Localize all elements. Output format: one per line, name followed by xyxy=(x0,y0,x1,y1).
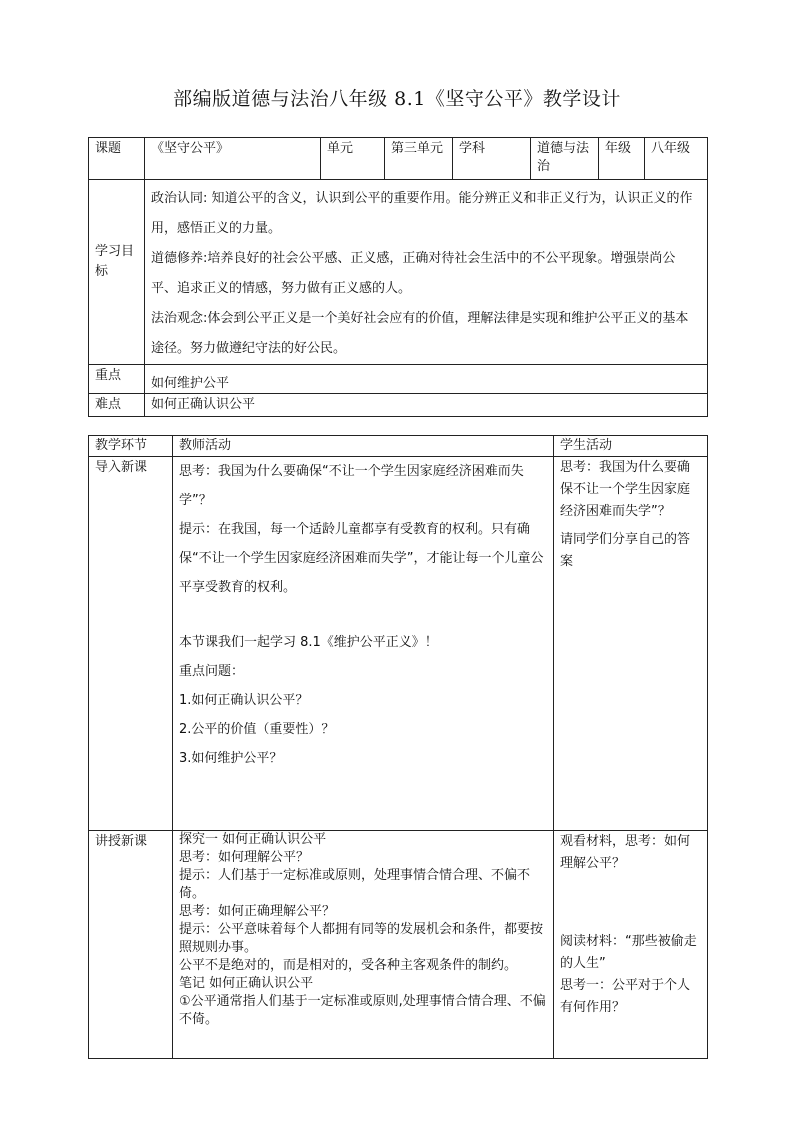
difficult-point-label: 难点 xyxy=(89,394,145,417)
student-intro-question: 思考：我国为什么要确保不让一个学生因家庭经济困难而失学”？ xyxy=(560,460,691,519)
goal-political: 政治认同: 知道公平的含义，认识到公平的重要作用。能分辨正义和非正义行为，认识正义的作用，感悟正义的力量。 xyxy=(151,191,693,236)
student-teach-read: 阅读材料：“那些被偷走的人生” xyxy=(560,934,697,971)
goal-moral: 道德修养:培养良好的社会公平感、正义感，正确对待社会生活中的不公平现象。增强崇尚公平、追求正义的情感，努力做有正义感的人。 xyxy=(151,251,676,296)
student-teach-watch: 观看材料，思考：如何理解公平？ xyxy=(560,834,691,871)
unit-value: 第三单元 xyxy=(385,138,453,180)
teach-question-2: 思考：如何正确理解公平？ xyxy=(179,904,336,919)
intro-question-2: 2.公平的价值（重要性）？ xyxy=(179,722,335,737)
teach-hint-1: 提示：人们基于一定标准或原则，处理事情合情合理、不偏不倚。 xyxy=(179,868,531,901)
intro-lesson: 本节课我们一起学习 8.1《维护公平正义》！ xyxy=(179,635,438,650)
teach-note-1: ①公平通常指人们基于一定标准或原则,处理事情合情合理、不偏不倚。 xyxy=(179,994,546,1027)
student-teach-think: 思考一：公平对于个人有何作用？ xyxy=(560,978,691,1015)
difficult-point-value: 如何正确认识公平 xyxy=(145,394,708,417)
grade-value: 八年级 xyxy=(645,138,708,180)
key-point-value: 如何维护公平 xyxy=(145,365,708,394)
stage-intro: 导入新课 xyxy=(89,457,173,831)
teach-notes-title: 笔记 如何正确认识公平 xyxy=(179,976,314,991)
subject-value: 道德与法治 xyxy=(531,138,599,180)
document-title: 部编版道德与法治八年级 8.1《坚守公平》教学设计 xyxy=(173,88,621,110)
teach-hint-2: 提示：公平意味着每个人都拥有同等的发展机会和条件，都要按照规则办事。 xyxy=(179,922,544,955)
student-intro-share: 请同学们分享自己的答案 xyxy=(560,532,691,569)
teaching-activity-table xyxy=(88,435,708,1059)
teach-inquiry-title: 探究一 如何正确认识公平 xyxy=(179,832,327,847)
header-teacher: 教师活动 xyxy=(173,436,554,457)
topic-label: 课题 xyxy=(89,138,145,180)
student-teach xyxy=(554,831,708,1059)
header-student: 学生活动 xyxy=(554,436,708,457)
intro-question: 思考：我国为什么要确保“不让一个学生因家庭经济困难而失学”？ xyxy=(179,464,524,508)
learning-goals xyxy=(145,180,708,365)
student-intro xyxy=(554,457,708,831)
teacher-teach xyxy=(173,831,554,1059)
goals-label: 学习目标 xyxy=(89,180,145,365)
stage-teach: 讲授新课 xyxy=(89,831,173,1059)
subject-label: 学科 xyxy=(453,138,531,180)
teach-relative: 公平不是绝对的，而是相对的，受各种主客观条件的制约。 xyxy=(179,958,518,973)
topic-value: 《坚守公平》 xyxy=(145,138,321,180)
intro-question-3: 3.如何维护公平？ xyxy=(179,751,283,766)
teacher-intro xyxy=(173,457,554,831)
grade-label: 年级 xyxy=(599,138,645,180)
goal-legal: 法治观念:体会到公平正义是一个美好社会应有的价值，理解法律是实现和维护公平正义的基本途径。努力做遵纪守法的好公民。 xyxy=(151,311,689,356)
intro-key-questions: 重点问题： xyxy=(179,664,245,679)
teach-question-1: 思考：如何理解公平？ xyxy=(179,850,310,865)
course-info-table xyxy=(88,137,708,417)
key-point-label: 重点 xyxy=(89,365,145,394)
intro-question-1: 1.如何正确认识公平？ xyxy=(179,693,309,708)
header-stage: 教学环节 xyxy=(89,436,173,457)
intro-hint: 提示：在我国，每一个适龄儿童都享有受教育的权利。只有确保“不让一个学生因家庭经济困难而失学”，才能让每一个儿童公平享受教育的权利。 xyxy=(179,522,544,595)
unit-label: 单元 xyxy=(321,138,385,180)
